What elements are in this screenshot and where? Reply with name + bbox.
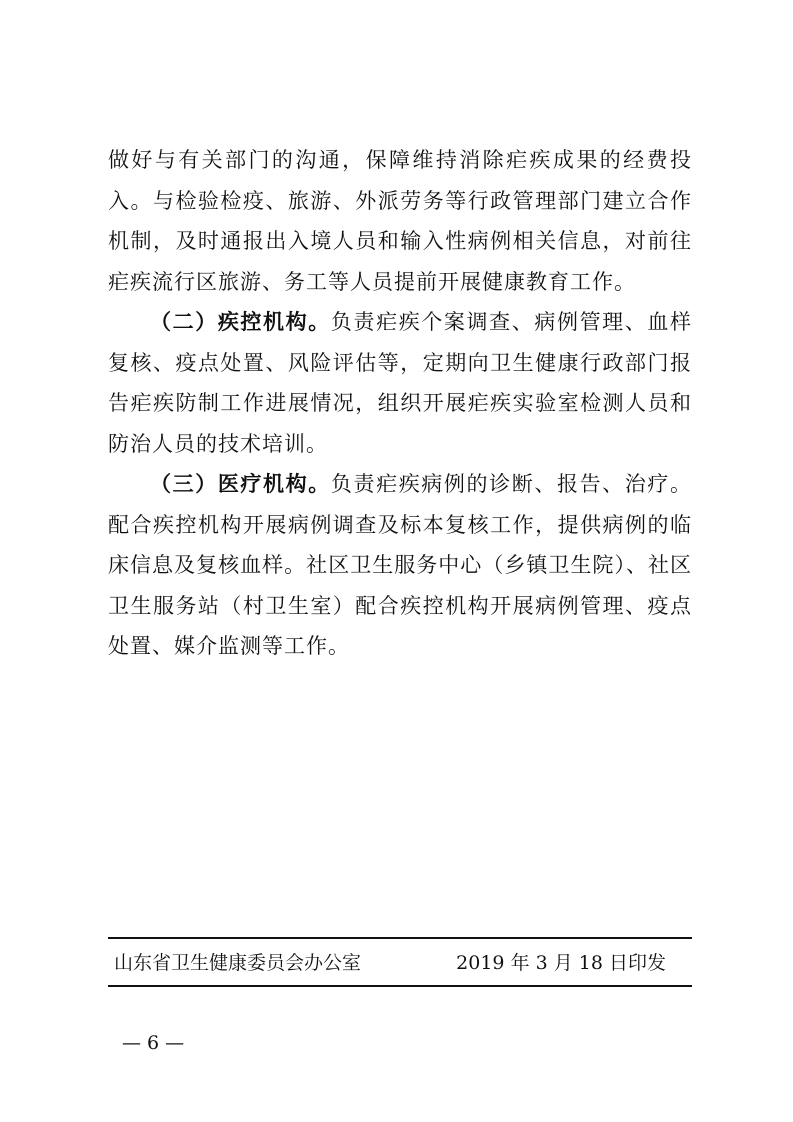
paragraph-text: 负责疟疾病例的诊断、报告、治疗。配合疾控机构开展病例调查及标本复核工作，提供病例的临床信息及复核血样。社区卫生服务中心（乡镇卫生院）、社区卫生服务站（村卫生室）配合疾控机构开展病例管理、疫点处置、媒介监测等工作。	[108, 472, 693, 658]
paragraph-continuation	[108, 140, 692, 302]
paragraph-text: 负责疟疾个案调查、病例管理、血样复核、疫点处置、风险评估等，定期向卫生健康行政部门报告疟疾防制工作进展情况，组织开展疟疾实验室检测人员和防治人员的技术培训。	[108, 310, 693, 456]
body-text	[108, 140, 692, 667]
paragraph-cdc	[108, 302, 692, 464]
issuing-organization: 山东省卫生健康委员会办公室	[114, 952, 362, 974]
paragraph-lead: （二）疾控机构。	[150, 309, 331, 334]
paragraph-medical	[108, 464, 692, 667]
page-number: — 6 —	[122, 1032, 185, 1054]
paragraph-text: 做好与有关部门的沟通，保障维持消除疟疾成果的经费投入。与检验检疫、旅游、外派劳务等行政管理部门建立合作机制，及时通报出入境人员和输入性病例相关信息，对前往疟疾流行区旅游、务工等人员提前开展健康教育工作。	[108, 148, 692, 294]
paragraph-lead: （三）医疗机构。	[150, 471, 331, 496]
issue-date: 2019 年 3 月 18 日印发	[456, 952, 666, 974]
imprint-bar	[108, 937, 692, 987]
